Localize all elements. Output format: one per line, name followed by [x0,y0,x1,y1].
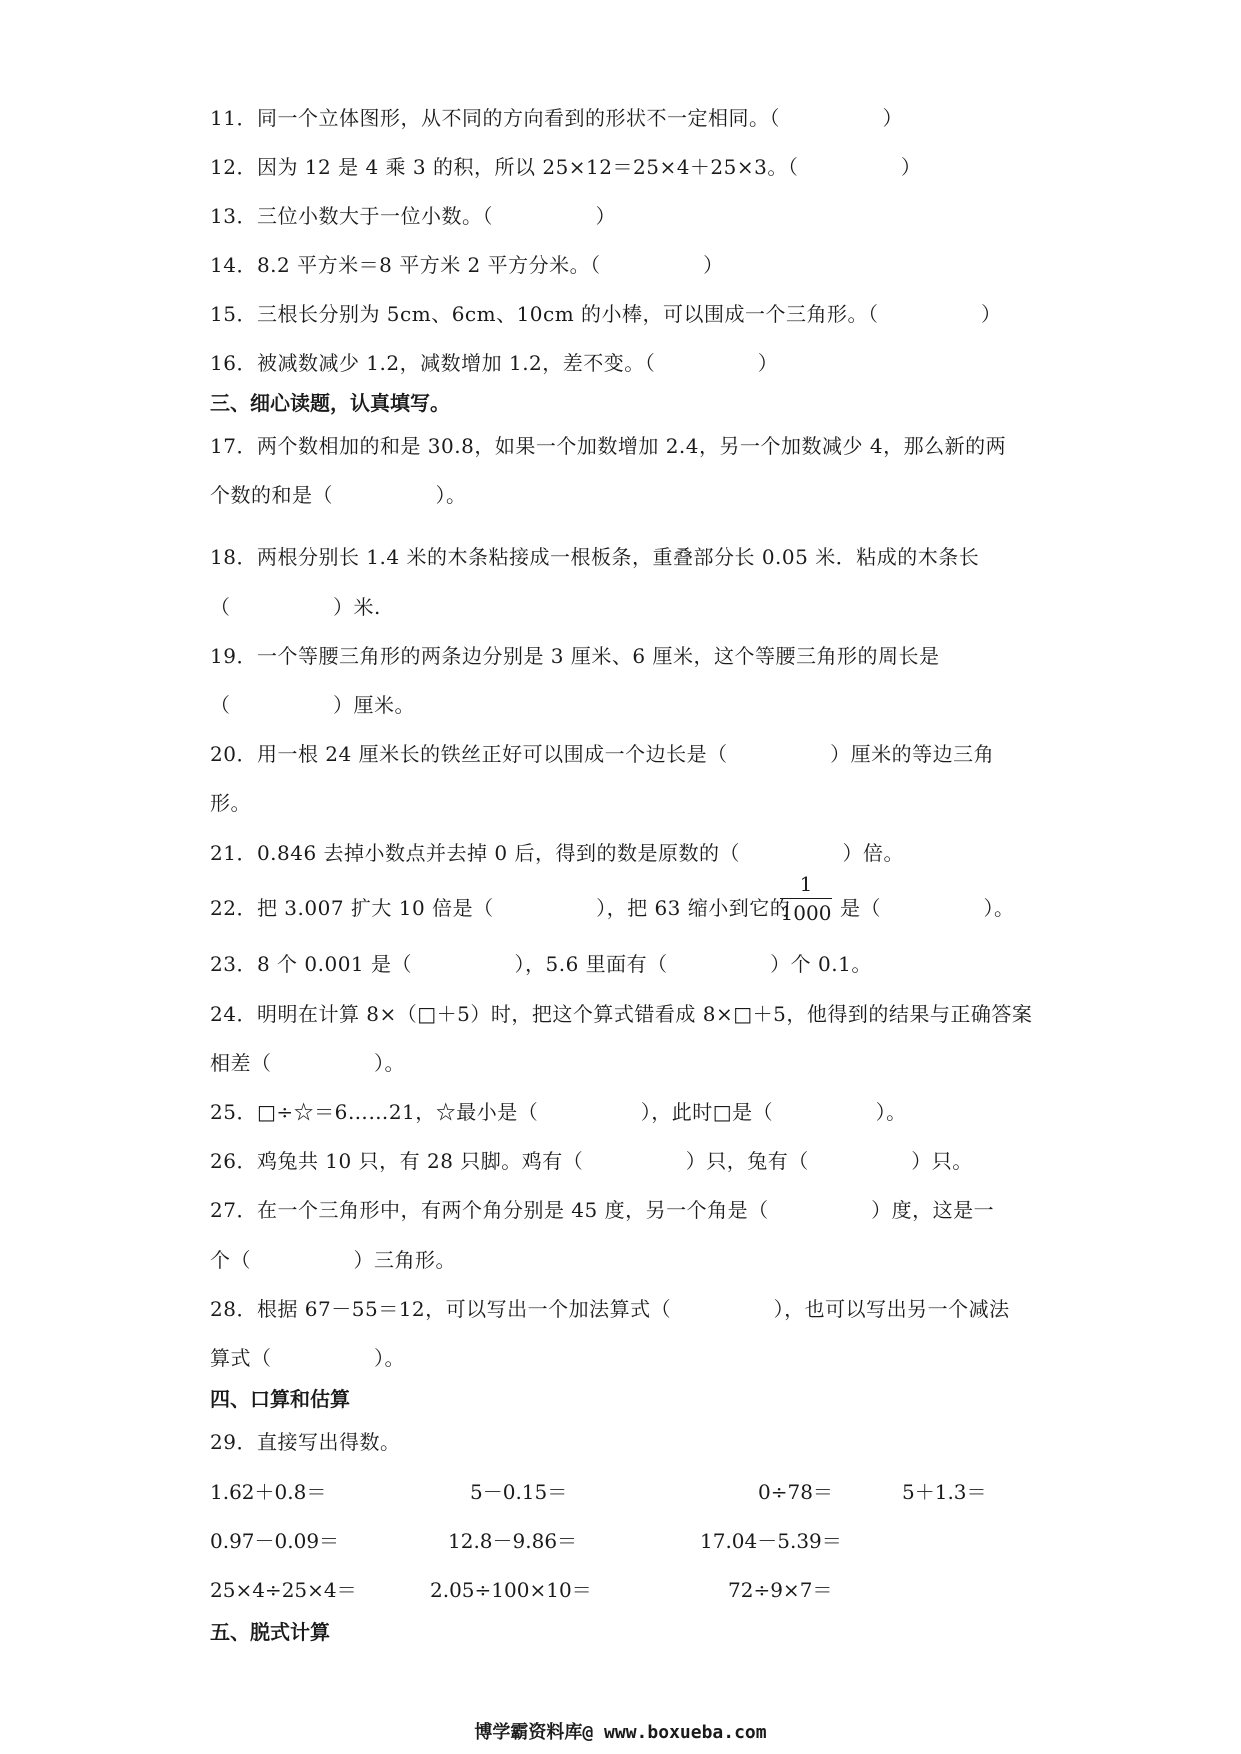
fraction-numerator: 1 [799,872,813,896]
question-20-line-1: 20．用一根 24 厘米长的铁丝正好可以围成一个边长是（ ）厘米的等边三角 [210,742,995,766]
question-17-line-2: 个数的和是（ ）。 [210,483,467,507]
question-19-line-1: 19．一个等腰三角形的两条边分别是 3 厘米、6 厘米，这个等腰三角形的周长是 [210,644,940,668]
calc-item: 5＋1.3＝ [902,1480,987,1504]
calc-item: 25×4÷25×4＝ [210,1578,357,1602]
question-27-line-2: 个（ ）三角形。 [210,1248,456,1272]
fraction-denominator: 1000 [780,901,832,925]
question-28-line-1: 28．根据 67－55＝12，可以写出一个加法算式（ ），也可以写出另一个减法 [210,1297,1010,1321]
section-5-title: 五、脱式计算 [210,1620,330,1644]
section-4-title: 四、口算和估算 [210,1387,350,1411]
question-11: 11．同一个立体图形，从不同的方向看到的形状不一定相同。（ ） [210,106,903,130]
question-19-line-2: （ ）厘米。 [210,693,415,717]
question-14: 14．8.2 平方米＝8 平方米 2 平方分米。（ ） [210,253,724,277]
calc-item: 0÷78＝ [758,1480,833,1504]
calc-item: 72÷9×7＝ [728,1578,833,1602]
question-23: 23．8 个 0.001 是（ ），5.6 里面有（ ）个 0.1。 [210,952,872,976]
calc-item: 5－0.15＝ [470,1480,568,1504]
question-24-line-1: 24．明明在计算 8×（□＋5）时，把这个算式错看成 8×□＋5，他得到的结果与正确答案 [210,1002,1033,1026]
question-25: 25．□÷☆＝6……21，☆最小是（ ），此时□是（ ）。 [210,1100,907,1124]
question-15: 15．三根长分别为 5cm、6cm、10cm 的小棒，可以围成一个三角形。（ ） [210,302,1002,326]
question-22-part-b: 是（ ）。 [840,896,1015,920]
question-22-part-a: 22．把 3.007 扩大 10 倍是（ ），把 63 缩小到它的 [210,896,791,920]
calc-item: 17.04－5.39＝ [700,1529,842,1553]
question-24-line-2: 相差（ ）。 [210,1051,405,1075]
footer-watermark: 博学霸资料库@ www.boxueba.com [474,1722,767,1743]
question-27-line-1: 27．在一个三角形中，有两个角分别是 45 度，另一个角是（ ）度，这是一 [210,1198,995,1222]
question-28-line-2: 算式（ ）。 [210,1346,405,1370]
question-13: 13．三位小数大于一位小数。（ ） [210,204,616,228]
question-18-line-2: （ ）米. [210,595,381,619]
question-21: 21．0.846 去掉小数点并去掉 0 后，得到的数是原数的（ ）倍。 [210,841,905,865]
calc-item: 1.62＋0.8＝ [210,1480,327,1504]
question-18-line-1: 18．两根分别长 1.4 米的木条粘接成一根板条，重叠部分长 0.05 米．粘成的木条长 [210,545,980,569]
question-12: 12．因为 12 是 4 乘 3 的积，所以 25×12＝25×4＋25×3。（ ） [210,155,922,179]
question-20-line-2: 形。 [210,791,251,815]
calc-item: 12.8－9.86＝ [448,1529,578,1553]
calc-item: 2.05÷100×10＝ [430,1578,592,1602]
question-29: 29．直接写出得数。 [210,1430,401,1454]
section-3-title: 三、细心读题，认真填写。 [210,391,450,415]
question-17-line-1: 17．两个数相加的和是 30.8，如果一个加数增加 2.4，另一个加数减少 4，那么新的两 [210,434,1007,458]
calc-item: 0.97－0.09＝ [210,1529,340,1553]
fraction-one-thousandth [780,874,832,923]
question-26: 26．鸡兔共 10 只，有 28 只脚。鸡有（ ）只，兔有（ ）只。 [210,1149,973,1173]
question-16: 16．被减数减少 1.2，减数增加 1.2，差不变。（ ） [210,351,779,375]
